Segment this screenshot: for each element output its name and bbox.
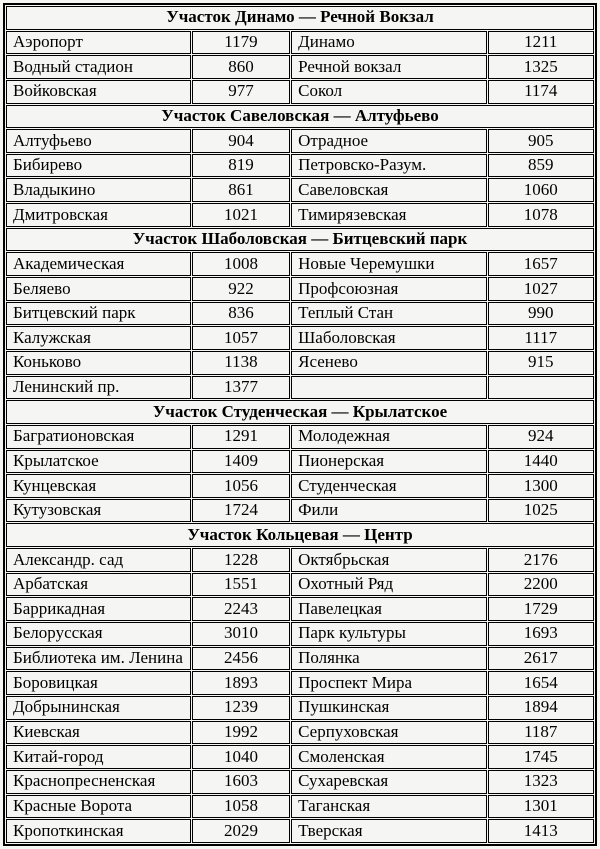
station-name-cell: Савеловская bbox=[291, 178, 486, 202]
passenger-count-cell: 1603 bbox=[192, 770, 290, 794]
passenger-count-cell: 1078 bbox=[488, 203, 595, 227]
station-name-cell: Войковская bbox=[6, 80, 191, 104]
passenger-count-cell: 1654 bbox=[488, 671, 595, 695]
table-row bbox=[6, 31, 594, 55]
passenger-count-cell: 1724 bbox=[192, 499, 290, 523]
passenger-count-cell: 924 bbox=[488, 425, 595, 449]
station-name-cell bbox=[291, 376, 486, 400]
table-row bbox=[6, 376, 594, 400]
station-name-cell: Новые Черемушки bbox=[291, 252, 486, 276]
passenger-count-cell: 1174 bbox=[488, 80, 595, 104]
passenger-count-cell: 3010 bbox=[192, 622, 290, 646]
section-title: Участок Савеловская — Алтуфьево bbox=[6, 105, 594, 129]
station-name-cell: Серпуховская bbox=[291, 721, 486, 745]
passenger-count-cell: 2029 bbox=[192, 819, 290, 843]
passenger-count-cell: 861 bbox=[192, 178, 290, 202]
table-row bbox=[6, 154, 594, 178]
passenger-count-cell: 1040 bbox=[192, 745, 290, 769]
passenger-count-cell: 1117 bbox=[488, 326, 595, 350]
table-row bbox=[6, 647, 594, 671]
passenger-count-cell: 836 bbox=[192, 302, 290, 326]
table-row bbox=[6, 178, 594, 202]
table-row bbox=[6, 622, 594, 646]
station-name-cell: Пушкинская bbox=[291, 696, 486, 720]
station-name-cell: Баррикадная bbox=[6, 597, 191, 621]
station-name-cell: Пионерская bbox=[291, 450, 486, 474]
passenger-count-cell: 1551 bbox=[192, 573, 290, 597]
station-name-cell: Аэропорт bbox=[6, 31, 191, 55]
station-name-cell: Сокол bbox=[291, 80, 486, 104]
table-row bbox=[6, 770, 594, 794]
section-header-row bbox=[6, 6, 594, 30]
passenger-count-cell: 2176 bbox=[488, 548, 595, 572]
section-title: Участок Шаболовская — Битцевский парк bbox=[6, 228, 594, 252]
passenger-count-cell: 1745 bbox=[488, 745, 595, 769]
passenger-count-cell: 915 bbox=[488, 351, 595, 375]
passenger-count-cell: 1413 bbox=[488, 819, 595, 843]
table-row bbox=[6, 671, 594, 695]
station-name-cell: Ясенево bbox=[291, 351, 486, 375]
station-name-cell: Фили bbox=[291, 499, 486, 523]
passenger-count-cell: 860 bbox=[192, 55, 290, 79]
table-row bbox=[6, 745, 594, 769]
table-row bbox=[6, 597, 594, 621]
passenger-count-cell: 977 bbox=[192, 80, 290, 104]
table-row bbox=[6, 795, 594, 819]
station-name-cell: Кропоткинская bbox=[6, 819, 191, 843]
table-row bbox=[6, 474, 594, 498]
passenger-count-cell: 1657 bbox=[488, 252, 595, 276]
station-name-cell: Тверская bbox=[291, 819, 486, 843]
station-name-cell: Дмитровская bbox=[6, 203, 191, 227]
station-name-cell: Кунцевская bbox=[6, 474, 191, 498]
station-name-cell: Калужская bbox=[6, 326, 191, 350]
station-name-cell: Багратионовская bbox=[6, 425, 191, 449]
passenger-count-cell: 2617 bbox=[488, 647, 595, 671]
table-row bbox=[6, 277, 594, 301]
passenger-count-cell: 1301 bbox=[488, 795, 595, 819]
passenger-count-cell: 1228 bbox=[192, 548, 290, 572]
station-name-cell: Белорусская bbox=[6, 622, 191, 646]
passenger-count-cell: 1138 bbox=[192, 351, 290, 375]
passenger-count-cell: 1992 bbox=[192, 721, 290, 745]
passenger-count-cell: 2200 bbox=[488, 573, 595, 597]
station-name-cell: Теплый Стан bbox=[291, 302, 486, 326]
passenger-count-cell: 2456 bbox=[192, 647, 290, 671]
station-name-cell: Красные Ворота bbox=[6, 795, 191, 819]
passenger-count-cell: 1440 bbox=[488, 450, 595, 474]
table-row bbox=[6, 450, 594, 474]
station-name-cell: Проспект Мира bbox=[291, 671, 486, 695]
table-row bbox=[6, 696, 594, 720]
station-name-cell: Крылатское bbox=[6, 450, 191, 474]
station-name-cell: Сухаревская bbox=[291, 770, 486, 794]
station-name-cell: Алтуфьево bbox=[6, 129, 191, 153]
station-name-cell: Бибирево bbox=[6, 154, 191, 178]
table-row bbox=[6, 499, 594, 523]
station-name-cell: Парк культуры bbox=[291, 622, 486, 646]
passenger-count-cell: 859 bbox=[488, 154, 595, 178]
passenger-count-cell: 1323 bbox=[488, 770, 595, 794]
station-name-cell: Ленинский пр. bbox=[6, 376, 191, 400]
passenger-count-cell: 1409 bbox=[192, 450, 290, 474]
passenger-count-cell: 1729 bbox=[488, 597, 595, 621]
station-name-cell: Владыкино bbox=[6, 178, 191, 202]
table-row bbox=[6, 573, 594, 597]
station-name-cell: Молодежная bbox=[291, 425, 486, 449]
section-title: Участок Динамо — Речной Вокзал bbox=[6, 6, 594, 30]
station-name-cell: Полянка bbox=[291, 647, 486, 671]
passenger-count-cell: 1187 bbox=[488, 721, 595, 745]
table-row bbox=[6, 326, 594, 350]
passenger-count-cell: 1693 bbox=[488, 622, 595, 646]
station-name-cell: Битцевский парк bbox=[6, 302, 191, 326]
station-name-cell: Динамо bbox=[291, 31, 486, 55]
table-row bbox=[6, 819, 594, 843]
passenger-count-cell: 1300 bbox=[488, 474, 595, 498]
station-name-cell: Октябрьская bbox=[291, 548, 486, 572]
station-name-cell: Студенческая bbox=[291, 474, 486, 498]
passenger-count-cell: 1027 bbox=[488, 277, 595, 301]
station-name-cell: Охотный Ряд bbox=[291, 573, 486, 597]
passenger-count-cell: 1025 bbox=[488, 499, 595, 523]
table-row bbox=[6, 55, 594, 79]
passenger-count-cell: 1377 bbox=[192, 376, 290, 400]
station-name-cell: Шаболовская bbox=[291, 326, 486, 350]
passenger-count-cell: 1057 bbox=[192, 326, 290, 350]
station-name-cell: Таганская bbox=[291, 795, 486, 819]
station-name-cell: Александр. сад bbox=[6, 548, 191, 572]
station-name-cell: Кутузовская bbox=[6, 499, 191, 523]
table-row bbox=[6, 425, 594, 449]
station-name-cell: Китай-город bbox=[6, 745, 191, 769]
station-name-cell: Коньково bbox=[6, 351, 191, 375]
passenger-count-cell: 819 bbox=[192, 154, 290, 178]
table-row bbox=[6, 721, 594, 745]
section-header-row bbox=[6, 228, 594, 252]
table-row bbox=[6, 351, 594, 375]
station-name-cell: Добрынинская bbox=[6, 696, 191, 720]
passenger-count-cell: 904 bbox=[192, 129, 290, 153]
station-name-cell: Краснопресненская bbox=[6, 770, 191, 794]
metro-table-body bbox=[6, 6, 594, 843]
section-title: Участок Кольцевая — Центр bbox=[6, 523, 594, 547]
section-header-row bbox=[6, 105, 594, 129]
table-row bbox=[6, 548, 594, 572]
station-name-cell: Павелецкая bbox=[291, 597, 486, 621]
table-row bbox=[6, 302, 594, 326]
passenger-count-cell: 1211 bbox=[488, 31, 595, 55]
section-header-row bbox=[6, 523, 594, 547]
passenger-count-cell: 1021 bbox=[192, 203, 290, 227]
passenger-count-cell: 1239 bbox=[192, 696, 290, 720]
passenger-count-cell: 1058 bbox=[192, 795, 290, 819]
station-name-cell: Водный стадион bbox=[6, 55, 191, 79]
station-name-cell: Петровско-Разум. bbox=[291, 154, 486, 178]
passenger-count-cell: 1894 bbox=[488, 696, 595, 720]
station-name-cell: Академическая bbox=[6, 252, 191, 276]
table-row bbox=[6, 252, 594, 276]
table-row bbox=[6, 129, 594, 153]
section-header-row bbox=[6, 400, 594, 424]
station-name-cell: Смоленская bbox=[291, 745, 486, 769]
passenger-count-cell: 1060 bbox=[488, 178, 595, 202]
passenger-count-cell: 1325 bbox=[488, 55, 595, 79]
passenger-count-cell: 1056 bbox=[192, 474, 290, 498]
station-name-cell: Тимирязевская bbox=[291, 203, 486, 227]
station-name-cell: Отрадное bbox=[291, 129, 486, 153]
station-name-cell: Боровицкая bbox=[6, 671, 191, 695]
metro-passenger-table bbox=[3, 3, 597, 846]
passenger-count-cell: 922 bbox=[192, 277, 290, 301]
station-name-cell: Беляево bbox=[6, 277, 191, 301]
passenger-count-cell: 1291 bbox=[192, 425, 290, 449]
passenger-count-cell: 1893 bbox=[192, 671, 290, 695]
passenger-count-cell: 990 bbox=[488, 302, 595, 326]
table-row bbox=[6, 80, 594, 104]
table-row bbox=[6, 203, 594, 227]
passenger-count-cell: 2243 bbox=[192, 597, 290, 621]
passenger-count-cell: 1179 bbox=[192, 31, 290, 55]
station-name-cell: Профсоюзная bbox=[291, 277, 486, 301]
station-name-cell: Арбатская bbox=[6, 573, 191, 597]
passenger-count-cell: 905 bbox=[488, 129, 595, 153]
station-name-cell: Речной вокзал bbox=[291, 55, 486, 79]
section-title: Участок Студенческая — Крылатское bbox=[6, 400, 594, 424]
passenger-count-cell bbox=[488, 376, 595, 400]
passenger-count-cell: 1008 bbox=[192, 252, 290, 276]
station-name-cell: Библиотека им. Ленина bbox=[6, 647, 191, 671]
station-name-cell: Киевская bbox=[6, 721, 191, 745]
